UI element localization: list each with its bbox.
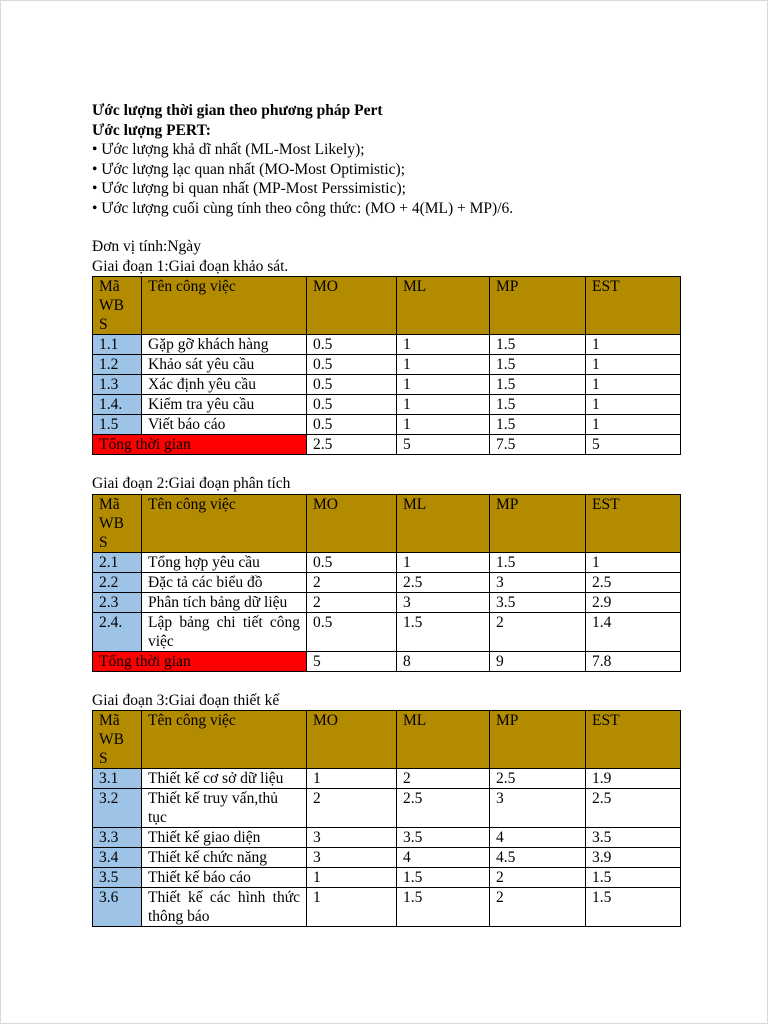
total-label: Tổng thời gian <box>93 651 307 671</box>
table-row <box>93 395 681 415</box>
header-name: Tên công việc <box>142 711 307 769</box>
total-ml: 8 <box>397 651 490 671</box>
cell-mp: 4.5 <box>490 848 586 868</box>
phase2-table <box>92 494 681 672</box>
header-ml: ML <box>397 277 490 335</box>
cell-mp: 3 <box>490 572 586 592</box>
cell-mo: 0.5 <box>307 375 397 395</box>
cell-code: 3.6 <box>93 888 142 927</box>
cell-mo: 3 <box>307 848 397 868</box>
spacer <box>92 218 680 237</box>
table-row <box>93 375 681 395</box>
header-ml: ML <box>397 494 490 552</box>
cell-mo: 1 <box>307 769 397 789</box>
bullet-mp: • Ước lượng bi quan nhất (MP-Most Perssimistic); <box>92 180 406 197</box>
cell-mo: 0.5 <box>307 612 397 651</box>
cell-mp: 3.5 <box>490 592 586 612</box>
header-mo: MO <box>307 277 397 335</box>
cell-ml: 1 <box>397 375 490 395</box>
cell-name: Thiết kế giao diện <box>142 828 307 848</box>
bullet-ml: • Ước lượng khả dĩ nhất (ML-Most Likely); <box>92 141 365 158</box>
cell-name: Thiết kế báo cáo <box>142 868 307 888</box>
cell-est: 1 <box>586 375 681 395</box>
cell-ml: 2.5 <box>397 572 490 592</box>
cell-mo: 1 <box>307 868 397 888</box>
cell-code: 3.1 <box>93 769 142 789</box>
table-row <box>93 415 681 435</box>
cell-ml: 1.5 <box>397 888 490 927</box>
header-code: Mã WB S <box>93 711 142 769</box>
table-header-row <box>93 494 681 552</box>
cell-mo: 0.5 <box>307 552 397 572</box>
header-name: Tên công việc <box>142 277 307 335</box>
header-mo: MO <box>307 711 397 769</box>
cell-code: 2.2 <box>93 572 142 592</box>
total-est: 7.8 <box>586 651 681 671</box>
table-row <box>93 868 681 888</box>
header-code: Mã WB S <box>93 494 142 552</box>
header-code: Mã WB S <box>93 277 142 335</box>
header-est: EST <box>586 277 681 335</box>
cell-code: 1.4. <box>93 395 142 415</box>
cell-name: Đặc tả các biểu đồ <box>142 572 307 592</box>
cell-est: 3.9 <box>586 848 681 868</box>
cell-ml: 3.5 <box>397 828 490 848</box>
cell-mp: 1.5 <box>490 335 586 355</box>
cell-est: 1 <box>586 552 681 572</box>
phase1-table <box>92 276 681 455</box>
cell-ml: 3 <box>397 592 490 612</box>
cell-mp: 1.5 <box>490 355 586 375</box>
cell-code: 1.5 <box>93 415 142 435</box>
cell-est: 1.9 <box>586 769 681 789</box>
table-row <box>93 572 681 592</box>
cell-ml: 4 <box>397 848 490 868</box>
cell-mo: 2 <box>307 592 397 612</box>
cell-mp: 2 <box>490 888 586 927</box>
cell-est: 1 <box>586 335 681 355</box>
header-ml: ML <box>397 711 490 769</box>
cell-mp: 3 <box>490 789 586 828</box>
cell-est: 1 <box>586 415 681 435</box>
cell-code: 1.1 <box>93 335 142 355</box>
cell-ml: 1 <box>397 395 490 415</box>
cell-est: 2.9 <box>586 592 681 612</box>
bullet-mo: • Ước lượng lạc quan nhất (MO-Most Optimistic); <box>92 160 406 178</box>
cell-mo: 0.5 <box>307 335 397 355</box>
header-est: EST <box>586 494 681 552</box>
cell-code: 3.3 <box>93 828 142 848</box>
cell-est: 1 <box>586 395 681 415</box>
phase3-title: Giai đoạn 3:Giai đoạn thiết kế <box>92 691 280 709</box>
cell-mo: 3 <box>307 828 397 848</box>
table-row <box>93 335 681 355</box>
table-row <box>93 848 681 868</box>
cell-mo: 0.5 <box>307 355 397 375</box>
cell-mo: 2 <box>307 789 397 828</box>
cell-est: 1 <box>586 355 681 375</box>
unit-label: Đơn vị tính:Ngày <box>92 238 201 255</box>
header-mp: MP <box>490 494 586 552</box>
total-row <box>93 651 681 671</box>
cell-est: 2.5 <box>586 789 681 828</box>
table-header-row <box>93 277 681 335</box>
cell-mo: 1 <box>307 888 397 927</box>
header-name: Tên công việc <box>142 494 307 552</box>
phase2-title: Giai đoạn 2:Giai đoạn phân tích <box>92 475 291 492</box>
cell-ml: 1 <box>397 552 490 572</box>
document-content <box>92 101 680 927</box>
cell-name: Phân tích bảng dữ liệu <box>142 592 307 612</box>
cell-name: Lập bảng chi tiết công việc <box>142 612 307 651</box>
cell-mp: 2.5 <box>490 769 586 789</box>
cell-est: 2.5 <box>586 572 681 592</box>
table-row <box>93 888 681 927</box>
header-mo: MO <box>307 494 397 552</box>
header-mp: MP <box>490 277 586 335</box>
table-row <box>93 552 681 572</box>
cell-mp: 2 <box>490 868 586 888</box>
cell-code: 1.3 <box>93 375 142 395</box>
cell-est: 1.5 <box>586 868 681 888</box>
cell-name: Thiết kế truy vấn,thủ tục <box>142 789 307 828</box>
total-mp: 9 <box>490 651 586 671</box>
spacer <box>92 455 680 474</box>
cell-name: Thiết kế cơ sở dữ liệu <box>142 769 307 789</box>
cell-mp: 1.5 <box>490 395 586 415</box>
header-mp: MP <box>490 711 586 769</box>
table-row <box>93 769 681 789</box>
cell-mp: 1.5 <box>490 552 586 572</box>
pert-subtitle: Ước lượng PERT: <box>92 121 211 139</box>
cell-mo: 0.5 <box>307 395 397 415</box>
table-header-row <box>93 711 681 769</box>
cell-code: 3.2 <box>93 789 142 828</box>
bullet-formula: • Ước lượng cuối cùng tính theo công thức: (MO + 4(ML) + MP)/6. <box>92 199 514 217</box>
cell-name: Kiểm tra yêu cầu <box>142 395 307 415</box>
cell-name: Tổng hợp yêu cầu <box>142 552 307 572</box>
total-mo: 5 <box>307 651 397 671</box>
total-mp: 7.5 <box>490 435 586 455</box>
cell-name: Xác định yêu cầu <box>142 375 307 395</box>
cell-code: 2.3 <box>93 592 142 612</box>
cell-name: Thiết kế các hình thức thông báo <box>142 888 307 927</box>
total-est: 5 <box>586 435 681 455</box>
cell-mp: 1.5 <box>490 375 586 395</box>
cell-code: 3.4 <box>93 848 142 868</box>
phase1-title: Giai đoạn 1:Giai đoạn khảo sát. <box>92 257 289 275</box>
cell-est: 1.4 <box>586 612 681 651</box>
table-row <box>93 355 681 375</box>
cell-code: 2.4. <box>93 612 142 651</box>
table-row <box>93 612 681 651</box>
cell-ml: 1 <box>397 355 490 375</box>
cell-ml: 1 <box>397 335 490 355</box>
spacer <box>92 672 680 691</box>
cell-code: 1.2 <box>93 355 142 375</box>
cell-name: Gặp gỡ khách hàng <box>142 335 307 355</box>
cell-mp: 4 <box>490 828 586 848</box>
table-row <box>93 789 681 828</box>
cell-mp: 1.5 <box>490 415 586 435</box>
total-row <box>93 435 681 455</box>
cell-code: 3.5 <box>93 868 142 888</box>
cell-name: Thiết kế chức năng <box>142 848 307 868</box>
cell-ml: 2.5 <box>397 789 490 828</box>
cell-ml: 1.5 <box>397 868 490 888</box>
cell-mp: 2 <box>490 612 586 651</box>
header-est: EST <box>586 711 681 769</box>
document-title: Ước lượng thời gian theo phương pháp Pert <box>92 102 383 119</box>
cell-name: Viết báo cáo <box>142 415 307 435</box>
total-mo: 2.5 <box>307 435 397 455</box>
total-label: Tổng thời gian <box>93 435 307 455</box>
cell-mo: 0.5 <box>307 415 397 435</box>
cell-ml: 1 <box>397 415 490 435</box>
cell-mo: 2 <box>307 572 397 592</box>
cell-name: Khảo sát yêu cầu <box>142 355 307 375</box>
phase3-table <box>92 710 681 927</box>
table-row <box>93 828 681 848</box>
cell-ml: 1.5 <box>397 612 490 651</box>
cell-ml: 2 <box>397 769 490 789</box>
cell-code: 2.1 <box>93 552 142 572</box>
cell-est: 1.5 <box>586 888 681 927</box>
cell-est: 3.5 <box>586 828 681 848</box>
total-ml: 5 <box>397 435 490 455</box>
table-row <box>93 592 681 612</box>
